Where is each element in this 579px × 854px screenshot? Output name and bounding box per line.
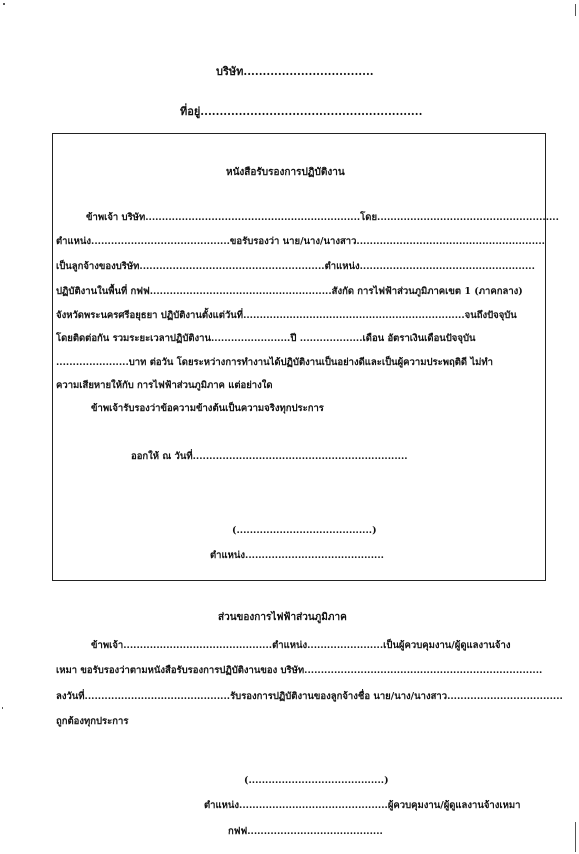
cert-line-3: เป็นลูกจ้างของบริษัท........................................................ตำแหน่ง.....................................................: [56, 261, 535, 272]
issued-date-field: ออกให้ ณ วันที่.................................................................: [131, 451, 408, 462]
cert-line-4: ปฏิบัติงานในพื้นที่ กฟฟ.......................................................สังกัด การไฟฟ้าส่วนภูมิภาคเขต 1 (ภาคกลาง): [56, 286, 523, 297]
pea-line-3: ลงวันที่............................................รับรองการปฏิบัติงานของลูกจ้างชื่อ นาย/นาง/นางสาว...................................: [56, 691, 563, 702]
address-field: ที่อยู่..........................................................: [180, 105, 423, 118]
pea-position-field: ตำแหน่ง.............................................ผู้ควบคุมงาน/ผู้ดูแลงานจ้างเหมา: [204, 800, 521, 811]
pea-line-4: ถูกต้องทุกประการ: [56, 716, 129, 727]
scan-edge-mark: [575, 4, 576, 16]
scan-speck: [2, 707, 3, 709]
pea-line-2: เหมา ขอรับรองว่าตามหนังสือรับรองการปฏิบัติงานของ บริษัท........................................................................: [56, 665, 543, 676]
pea-office-field: กฟฟ.........................................: [228, 826, 383, 837]
cert-line-9: ข้าพเจ้ารับรองว่าข้อความข้างต้นเป็นความจริงทุกประการ: [91, 403, 324, 414]
certificate-signature-field: (.........................................): [232, 525, 377, 536]
cert-line-2: ตำแหน่ง..........................................ขอรับรองว่า นาย/นาง/นางสาว.........................................................: [56, 236, 545, 247]
certificate-position-field: ตำแหน่ง..........................................: [210, 550, 384, 561]
company-field: บริษัท..................................: [216, 65, 374, 78]
cert-line-5: จังหวัดพระนครศรีอยุธยา ปฏิบัติงานตั้งแต่วันที่...................................................................จนถึงปัจจุบัน: [56, 310, 517, 321]
certificate-title: หนังสือรับรองการปฏิบัติงาน: [226, 167, 345, 178]
cert-line-1: ข้าพเจ้า บริษัท.................................................................โดย.......................................................: [86, 212, 559, 223]
scan-speck: [3, 3, 5, 5]
cert-line-7: ......................บาท ต่อวัน โดยระหว่างการทำงานได้ปฏิบัติงานเป็นอย่างดีและเป็นผู้ความประพฤติดี ไม่ทำ: [56, 357, 493, 368]
cert-line-6: โดยติดต่อกัน รวมระยะเวลาปฏิบัติงาน........................ปี ...................เดือน อัตราเงินเดือนปัจจุบัน: [56, 333, 476, 344]
pea-section-title: ส่วนของการไฟฟ้าส่วนภูมิภาค: [218, 612, 347, 623]
scan-edge-mark: [575, 822, 576, 852]
cert-line-8: ความเสียหายให้กับ การไฟฟ้าส่วนภูมิภาค แต่อย่างใด: [56, 380, 273, 391]
pea-line-1: ข้าพเจ้า.............................................ตำแหน่ง.......................เป็นผู้ควบคุมงาน/ผู้ดูแลงานจ้าง: [91, 640, 511, 651]
pea-signature-field: (.........................................): [244, 775, 389, 786]
